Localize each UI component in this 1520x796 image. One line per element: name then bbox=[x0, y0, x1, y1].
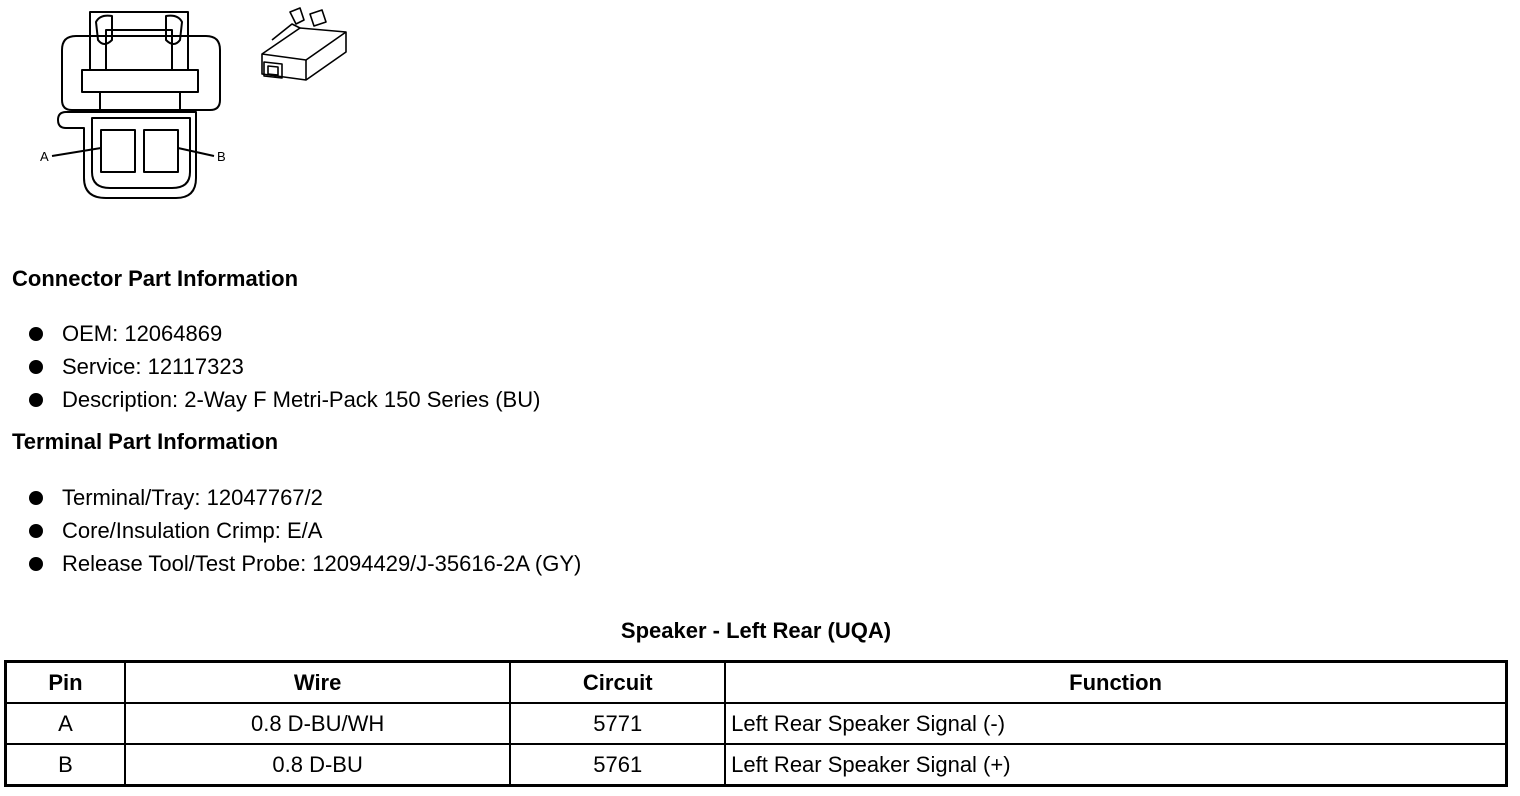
list-item bbox=[0, 317, 540, 350]
cell-circuit: 5771 bbox=[510, 703, 725, 744]
header-function: Function bbox=[725, 662, 1506, 703]
cell-pin: B bbox=[6, 744, 125, 785]
bullet-icon bbox=[29, 524, 43, 538]
bullet-icon bbox=[29, 491, 43, 505]
crimp-text: Core/Insulation Crimp: E/A bbox=[62, 518, 323, 543]
connector-info-list bbox=[0, 317, 540, 416]
header-pin: Pin bbox=[6, 662, 125, 703]
release-tool-text: Release Tool/Test Probe: 12094429/J-35616-2A (GY) bbox=[62, 551, 582, 576]
list-item bbox=[0, 350, 540, 383]
pin-label-a: A bbox=[40, 149, 49, 164]
cell-wire: 0.8 D-BU bbox=[125, 744, 510, 785]
oem-text: OEM: 12064869 bbox=[62, 321, 223, 346]
pin-label-b: B bbox=[217, 149, 226, 164]
list-item bbox=[0, 547, 581, 580]
terminal-info-list bbox=[0, 481, 581, 580]
terminal-info-title: Terminal Part Information bbox=[12, 429, 279, 454]
cell-circuit: 5761 bbox=[510, 744, 725, 785]
connector-info-title: Connector Part Information bbox=[12, 266, 299, 291]
list-item bbox=[0, 514, 581, 547]
table-row bbox=[6, 744, 1506, 785]
cell-function: Left Rear Speaker Signal (+) bbox=[725, 744, 1506, 785]
terminal-tray-text: Terminal/Tray: 12047767/2 bbox=[62, 485, 323, 510]
table-header-row bbox=[6, 662, 1506, 703]
bullet-icon bbox=[29, 360, 43, 374]
list-item bbox=[0, 383, 540, 416]
bullet-icon bbox=[29, 327, 43, 341]
pin-table bbox=[5, 661, 1507, 786]
bullet-icon bbox=[29, 557, 43, 571]
service-text: Service: 12117323 bbox=[62, 354, 244, 379]
table-title: Speaker - Left Rear (UQA) bbox=[620, 618, 892, 643]
header-wire: Wire bbox=[125, 662, 510, 703]
cell-function: Left Rear Speaker Signal (-) bbox=[725, 703, 1506, 744]
bullet-icon bbox=[29, 393, 43, 407]
description-text: Description: 2-Way F Metri-Pack 150 Series (BU) bbox=[62, 387, 541, 412]
cell-wire: 0.8 D-BU/WH bbox=[125, 703, 510, 744]
table-row bbox=[6, 703, 1506, 744]
list-item bbox=[0, 481, 581, 514]
cell-pin: A bbox=[6, 703, 125, 744]
header-circuit: Circuit bbox=[510, 662, 725, 703]
connector-diagram bbox=[0, 0, 400, 220]
